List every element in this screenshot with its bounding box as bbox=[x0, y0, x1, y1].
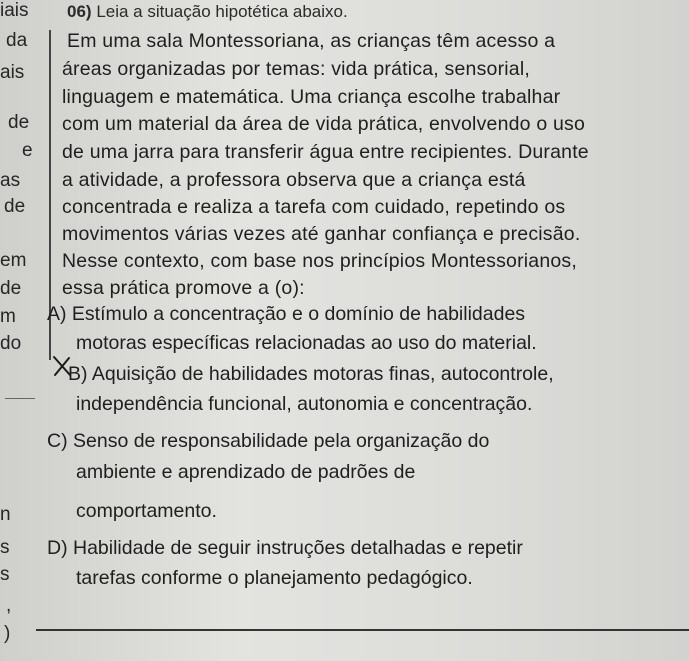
option-c-line-1: C) Senso de responsabilidade pela organização do bbox=[47, 430, 490, 452]
margin-word: e bbox=[22, 140, 33, 161]
margin-word: do bbox=[0, 333, 22, 354]
margin-word: de bbox=[0, 278, 22, 299]
paragraph-line: Nesse contexto, com base nos princípios Montessorianos, bbox=[62, 250, 578, 272]
question-number: 06) bbox=[67, 2, 92, 21]
bottom-rule bbox=[36, 629, 689, 631]
paragraph-line: a atividade, a professora observa que a criança está bbox=[62, 169, 526, 191]
margin-word: as bbox=[0, 170, 21, 191]
margin-word: ) bbox=[4, 623, 11, 644]
margin-word: m bbox=[0, 306, 16, 327]
paragraph-line: com um material da área de vida prática, envolvendo o uso bbox=[62, 113, 586, 135]
option-a-line-1: A) Estímulo a concentração e o domínio de habilidades bbox=[47, 303, 526, 325]
margin-word: n bbox=[0, 504, 11, 525]
option-d-line-2: tarefas conforme o planejamento pedagógico. bbox=[76, 567, 473, 589]
margin-word: ais bbox=[0, 62, 25, 83]
margin-word: iais bbox=[0, 0, 29, 21]
paragraph-line: linguagem e matemática. Uma criança escolhe trabalhar bbox=[62, 86, 561, 108]
question-title: Leia a situação hipotética abaixo. bbox=[96, 2, 348, 21]
paragraph-line: movimentos várias vezes até ganhar confiança e precisão. bbox=[62, 223, 581, 245]
paragraph-line: Em uma sala Montessoriana, as crianças têm acesso a bbox=[67, 30, 556, 52]
margin-word: s bbox=[0, 564, 10, 585]
paragraph-line: concentrada e realiza a tarefa com cuidado, repetindo os bbox=[62, 196, 566, 218]
option-c-line-2: ambiente e aprendizado de padrões de bbox=[76, 461, 416, 483]
margin-word: de bbox=[8, 112, 30, 133]
option-c-line-3: comportamento. bbox=[76, 500, 217, 522]
margin-word: da bbox=[6, 30, 28, 51]
paragraph-line: áreas organizadas por temas: vida prática, sensorial, bbox=[62, 58, 531, 80]
margin-dash bbox=[5, 398, 35, 399]
paragraph-line: essa prática promove a (o): bbox=[62, 277, 305, 299]
margin-word: s bbox=[0, 537, 10, 558]
option-d-line-1: D) Habilidade de seguir instruções detalhadas e repetir bbox=[47, 537, 523, 559]
option-b-line-1: B) Aquisição de habilidades motoras finas, autocontrole, bbox=[68, 363, 554, 385]
option-b-line-2: independência funcional, autonomia e concentração. bbox=[76, 393, 533, 415]
question-heading bbox=[67, 2, 348, 22]
paragraph-line: de uma jarra para transferir água entre recipientes. Durante bbox=[62, 141, 589, 163]
margin-word: de bbox=[4, 196, 26, 217]
option-a-line-2: motoras específicas relacionadas ao uso do material. bbox=[76, 332, 537, 354]
margin-word: em bbox=[0, 250, 27, 271]
margin-word: , bbox=[6, 595, 12, 616]
